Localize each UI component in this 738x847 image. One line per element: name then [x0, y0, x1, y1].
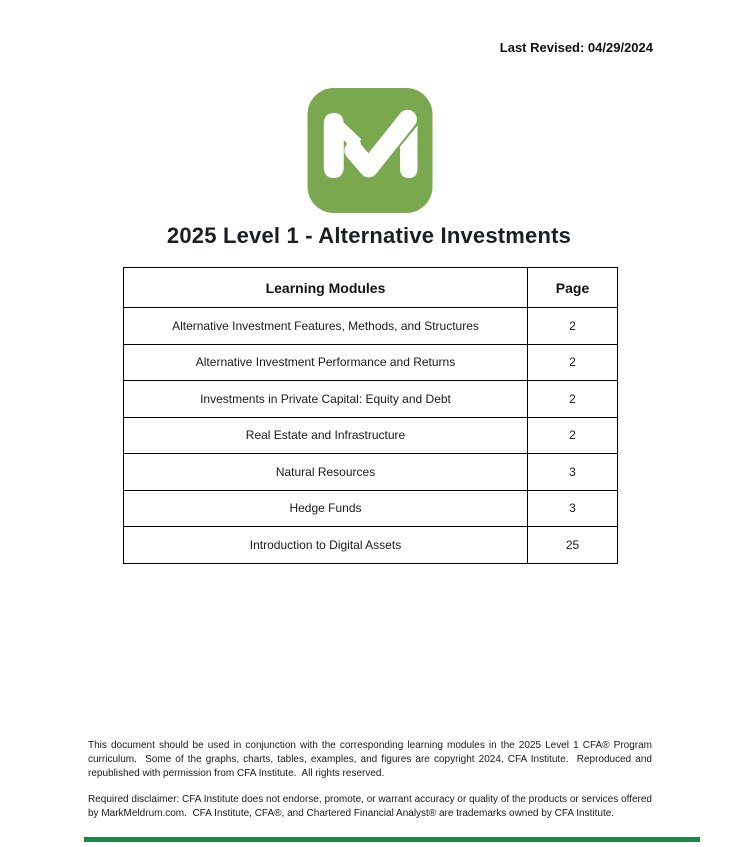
page-cell: 3 — [528, 490, 618, 527]
table-row — [124, 454, 618, 491]
module-cell: Real Estate and Infrastructure — [124, 417, 528, 454]
learning-modules-table — [123, 267, 618, 564]
table-row — [124, 344, 618, 381]
column-header-learning-modules: Learning Modules — [124, 268, 528, 308]
column-header-page: Page — [528, 268, 618, 308]
module-cell: Natural Resources — [124, 454, 528, 491]
module-cell: Alternative Investment Performance and Returns — [124, 344, 528, 381]
table-row — [124, 490, 618, 527]
page-cell: 3 — [528, 454, 618, 491]
mark-meldrum-logo — [307, 88, 433, 213]
copyright-paragraph: This document should be used in conjunction with the corresponding learning modules in the 2025 Level 1 CFA® Program curriculum. Some of the graphs, charts, tables, examples, and figures are copyright 2024, CFA Institute. Reproduced and republished with permission from CFA Institute. All rights reserved. — [88, 740, 655, 779]
page-cell: 2 — [528, 417, 618, 454]
table-row — [124, 527, 618, 564]
module-cell: Investments in Private Capital: Equity and Debt — [124, 381, 528, 418]
table-row — [124, 381, 618, 418]
last-revised-label: Last Revised: 04/29/2024 — [499, 40, 653, 55]
page-cell: 25 — [528, 527, 618, 564]
table-row — [124, 417, 618, 454]
module-cell: Alternative Investment Features, Methods, and Structures — [124, 308, 528, 345]
page-cell: 2 — [528, 308, 618, 345]
page-title: 2025 Level 1 - Alternative Investments — [166, 223, 572, 248]
page-cell: 2 — [528, 344, 618, 381]
page-cell: 2 — [528, 381, 618, 418]
footer-disclaimers — [88, 739, 655, 834]
module-cell: Hedge Funds — [124, 490, 528, 527]
m-checkmark-icon — [307, 88, 433, 213]
required-disclaimer-paragraph: Required disclaimer: CFA Institute does not endorse, promote, or warrant accuracy or quality of the products or services offered by MarkMeldrum.com. CFA Institute, CFA®, and Chartered Financial Analyst® are trademarks owned by CFA Institute. — [88, 794, 655, 820]
module-cell: Introduction to Digital Assets — [124, 527, 528, 564]
bottom-accent-bar — [84, 837, 700, 842]
table-row — [124, 308, 618, 345]
table-header-row — [124, 268, 618, 308]
